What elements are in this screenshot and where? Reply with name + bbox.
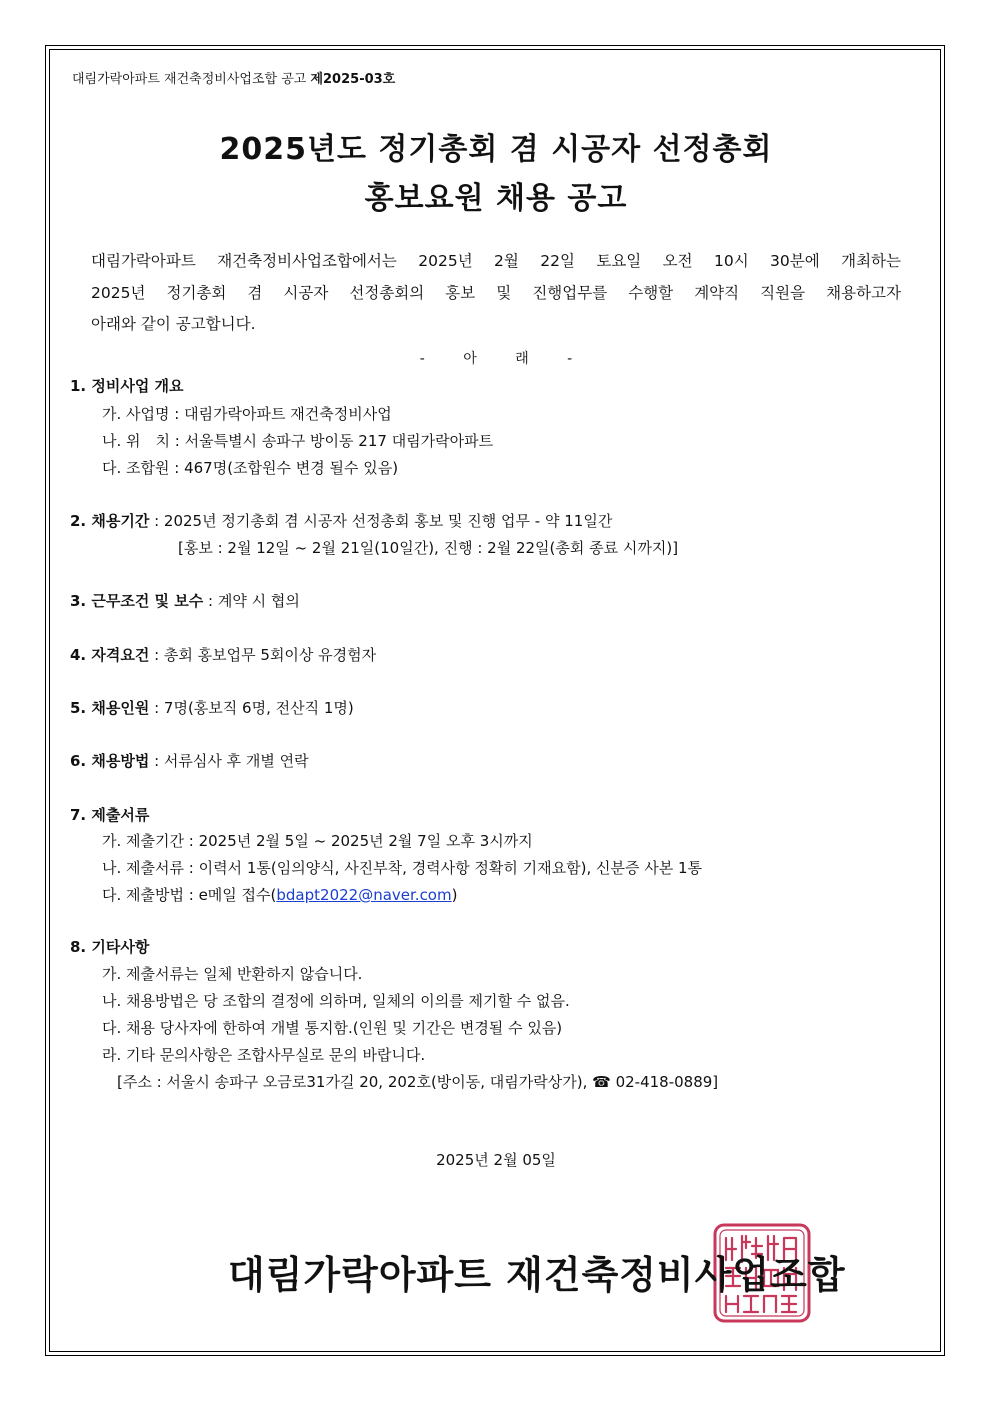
email-link[interactable]: bdapt2022@naver.com [276,886,452,904]
section8-title: 8. 기타사항 [70,938,150,956]
section3-text: : 계약 시 협의 [203,592,300,610]
section4-text: : 총회 홍보업무 5회이상 유경험자 [149,646,377,664]
address-line: [주소 : 서울시 송파구 오금로31가길 20, 202호(방이동, 대림가락상가), ☎ 02-418-0889] [117,1073,719,1091]
issuer-name: 대림가락아파트 재건축정비사업조합 [228,1253,846,1297]
ahrae-heading: - 아 래 - [419,351,573,367]
section7-item: 나. 제출서류 : 이력서 1통(임의양식, 사진부착, 경력사항 정확히 기재요함), 신분증 사본 1통 [102,859,703,877]
section6-line [70,750,309,771]
section1-item: 가. 사업명 : 대림가락아파트 재건축정비사업 [102,405,392,423]
section3-title: 3. 근무조건 및 보수 [70,592,204,610]
section2-line [70,510,612,531]
section7-item: 가. 제출기간 : 2025년 2월 5일 ~ 2025년 2월 7일 오후 3시까지 [102,832,533,850]
page-title-line1: 2025년도 정기총회 겸 시공자 선정총회 [219,132,773,167]
section1-title: 1. 정비사업 개요 [70,377,184,395]
section6-title: 6. 채용방법 [70,752,150,770]
section2-text: : 2025년 정기총회 겸 시공자 선정총회 홍보 및 진행 업무 - 약 11일간 [149,512,613,530]
section8-item: 가. 제출서류는 일체 반환하지 않습니다. [102,965,363,983]
section8-item: 다. 채용 당사자에 한하여 개별 통지함.(인원 및 기간은 변경될 수 있음) [102,1019,563,1037]
section7-method: 다. 제출방법 : e메일 접수(bdapt2022@naver.com) [102,886,458,904]
intro-paragraph [91,246,901,341]
section4-title: 4. 자격요건 [70,646,150,664]
section3-line [70,590,300,611]
section8-item: 라. 기타 문의사항은 조합사무실로 문의 바랍니다. [102,1046,426,1064]
intro-line1: 대림가락아파트 재건축정비사업조합에서는 2025년 2월 22일 토요일 오전 10시 30분에 개최하는 [91,252,901,270]
intro-line3: 아래와 같이 공고합니다. [91,315,256,333]
section4-line [70,644,376,665]
section6-text: : 서류심사 후 개별 연락 [149,752,309,770]
intro-line2: 2025년 정기총회 겸 시공자 선정총회의 홍보 및 진행업무를 수행할 계약직 직원을 채용하고자 [91,283,901,302]
page-title-line2: 홍보요원 채용 공고 [364,181,628,216]
section2-title: 2. 채용기간 [70,512,150,530]
section8-item: 나. 채용방법은 당 조합의 결정에 의하며, 일체의 이의를 제기할 수 없음. [102,992,570,1010]
section5-text: : 7명(홍보직 6명, 전산직 1명) [149,699,354,717]
issue-date: 2025년 2월 05일 [436,1151,556,1169]
section1-item: 다. 조합원 : 467명(조합원수 변경 될수 있음) [102,459,399,477]
section5-line [70,697,354,718]
section7-title: 7. 제출서류 [70,806,150,824]
section2-detail: [홍보 : 2월 12일 ~ 2월 21일(10일간), 진행 : 2월 22일(총회 종료 시까지)] [178,539,679,557]
notice-number: 대림가락아파트 재건축정비사업조합 공고 제2025-03호 [72,72,396,87]
section1-item: 나. 위 치 : 서울특별시 송파구 방이동 217 대림가락아파트 [102,432,494,450]
section5-title: 5. 채용인원 [70,699,150,717]
